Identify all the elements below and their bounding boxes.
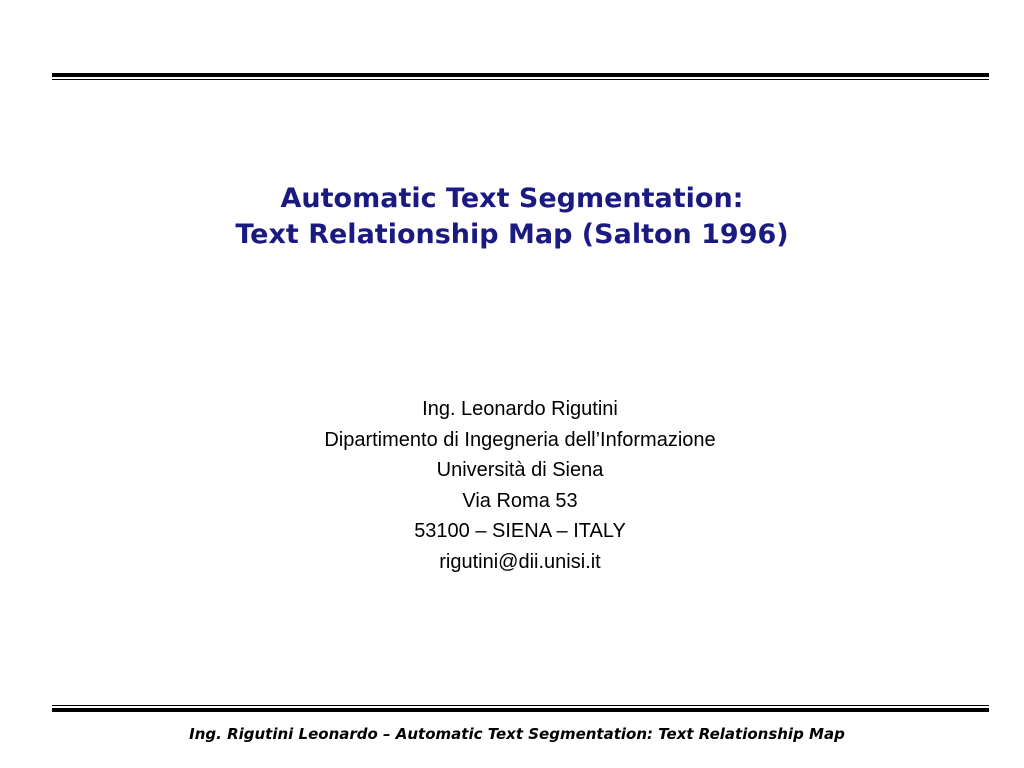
author-university: Università di Siena [436,459,604,481]
slide-title [0,181,1024,253]
author-city: 53100 – SIENA – ITALY [414,520,626,542]
bottom-divider [52,705,989,712]
author-name: Ing. Leonardo Rigutini [422,398,618,420]
slide-footer: Ing. Rigutini Leonardo – Automatic Text Segmentation: Text Relationship Map [189,725,845,743]
author-email: rigutini@dii.unisi.it [439,550,601,573]
author-info [0,394,1024,577]
slide-title-line-2: Text Relationship Map (Salton 1996) [235,219,789,250]
top-divider [52,73,989,80]
author-department: Dipartimento di Ingegneria dell’Informazione [324,428,716,451]
slide-title-line-1: Automatic Text Segmentation: [280,183,744,214]
author-street: Via Roma 53 [462,489,578,512]
